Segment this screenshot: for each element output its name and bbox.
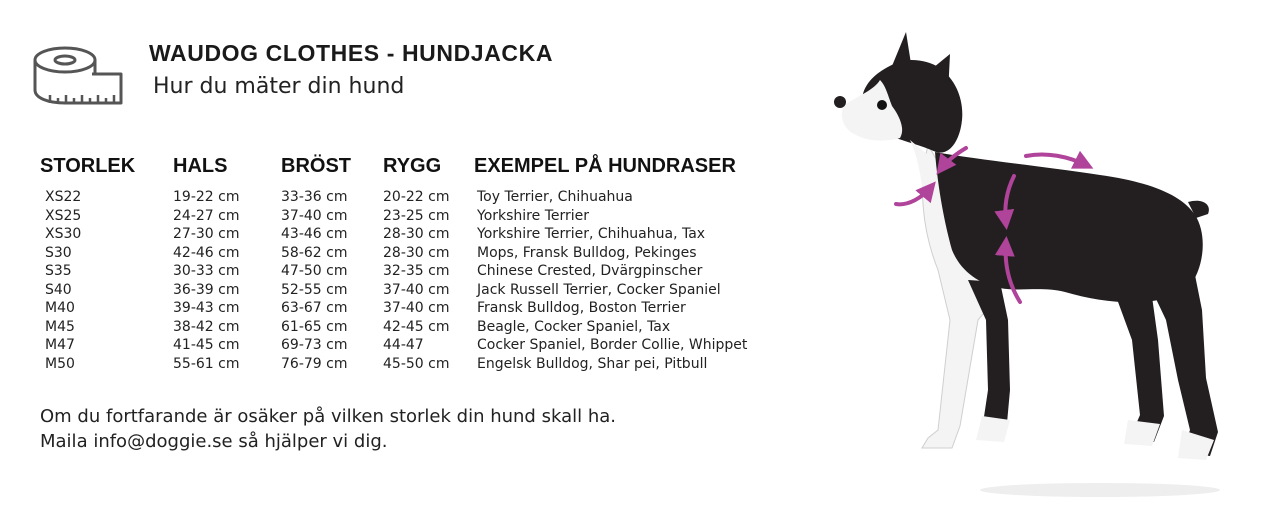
chest-cell: 69-73 cm [281, 337, 348, 353]
neck-cell: 30-33 cm [173, 263, 240, 279]
chest-cell: 33-36 cm [281, 189, 348, 205]
neck-cell: 36-39 cm [173, 281, 240, 298]
size-cell: S40 [45, 281, 72, 298]
table-row [40, 281, 747, 300]
table-row [40, 244, 747, 263]
chest-cell: 47-50 cm [281, 263, 348, 279]
column-header-size: STORLEK [40, 155, 136, 177]
size-cell: M45 [45, 318, 75, 335]
breeds-cell: Cocker Spaniel, Border Collie, Whippet [477, 337, 748, 353]
table-row [40, 355, 747, 374]
neck-cell: 42-46 cm [173, 244, 240, 261]
back-cell: 44-47 [383, 337, 424, 353]
breeds-cell: Mops, Fransk Bulldog, Pekinges [477, 244, 697, 261]
neck-cell: 41-45 cm [173, 337, 240, 353]
breeds-cell: Yorkshire Terrier [477, 207, 589, 224]
column-header-chest: BRÖST [281, 155, 351, 177]
breeds-cell: Fransk Bulldog, Boston Terrier [477, 300, 686, 316]
dog-measurement-illustration [810, 20, 1250, 505]
breeds-cell: Chinese Crested, Dvärgpinscher [477, 263, 703, 279]
table-row [40, 299, 747, 318]
chest-cell: 58-62 cm [281, 244, 348, 261]
contact-note-line-2: Maila info@doggie.se så hjälper vi dig. [40, 431, 388, 452]
table-header-row [40, 155, 747, 188]
back-cell: 28-30 cm [383, 244, 450, 261]
page-subtitle: Hur du mäter din hund [153, 74, 405, 99]
neck-cell: 24-27 cm [173, 207, 240, 224]
chest-cell: 76-79 cm [281, 355, 348, 372]
size-table [40, 155, 747, 373]
chest-cell: 43-46 cm [281, 226, 348, 242]
back-cell: 45-50 cm [383, 355, 450, 372]
chest-cell: 63-67 cm [281, 300, 348, 316]
back-cell: 23-25 cm [383, 207, 450, 224]
back-cell: 37-40 cm [383, 281, 450, 298]
breeds-cell: Engelsk Bulldog, Shar pei, Pitbull [477, 355, 708, 372]
size-cell: XS22 [45, 189, 82, 205]
column-header-breeds: EXEMPEL PÅ HUNDRASER [474, 155, 736, 177]
table-row [40, 336, 747, 355]
dog-image [810, 20, 1250, 505]
size-cell: XS30 [45, 226, 82, 242]
table-row [40, 262, 747, 281]
size-cell: M50 [45, 355, 75, 372]
back-cell: 32-35 cm [383, 263, 450, 279]
neck-cell: 55-61 cm [173, 355, 240, 372]
neck-cell: 39-43 cm [173, 300, 240, 316]
table-row [40, 225, 747, 244]
measuring-tape-icon [30, 44, 124, 108]
size-cell: S35 [45, 263, 72, 279]
table-row [40, 188, 747, 207]
back-cell: 28-30 cm [383, 226, 450, 242]
neck-cell: 38-42 cm [173, 318, 240, 335]
neck-cell: 19-22 cm [173, 189, 240, 205]
contact-note-line-1: Om du fortfarande är osäker på vilken storlek din hund skall ha. [40, 406, 616, 427]
chest-cell: 52-55 cm [281, 281, 348, 298]
size-cell: M40 [45, 300, 75, 316]
breeds-cell: Jack Russell Terrier, Cocker Spaniel [477, 281, 721, 298]
table-row [40, 318, 747, 337]
size-cell: M47 [45, 337, 75, 353]
back-cell: 37-40 cm [383, 300, 450, 316]
breeds-cell: Beagle, Cocker Spaniel, Tax [477, 318, 671, 335]
back-cell: 42-45 cm [383, 318, 450, 335]
chest-cell: 61-65 cm [281, 318, 348, 335]
table-row [40, 207, 747, 226]
breeds-cell: Toy Terrier, Chihuahua [477, 189, 633, 205]
breeds-cell: Yorkshire Terrier, Chihuahua, Tax [477, 226, 706, 242]
column-header-back: RYGG [383, 155, 442, 177]
back-cell: 20-22 cm [383, 189, 450, 205]
chest-cell: 37-40 cm [281, 207, 348, 224]
neck-cell: 27-30 cm [173, 226, 240, 242]
size-cell: S30 [45, 244, 72, 261]
page-title: WAUDOG CLOTHES - HUNDJACKA [149, 40, 554, 66]
size-cell: XS25 [45, 207, 82, 224]
contact-note [40, 404, 616, 454]
column-header-neck: HALS [173, 155, 228, 177]
